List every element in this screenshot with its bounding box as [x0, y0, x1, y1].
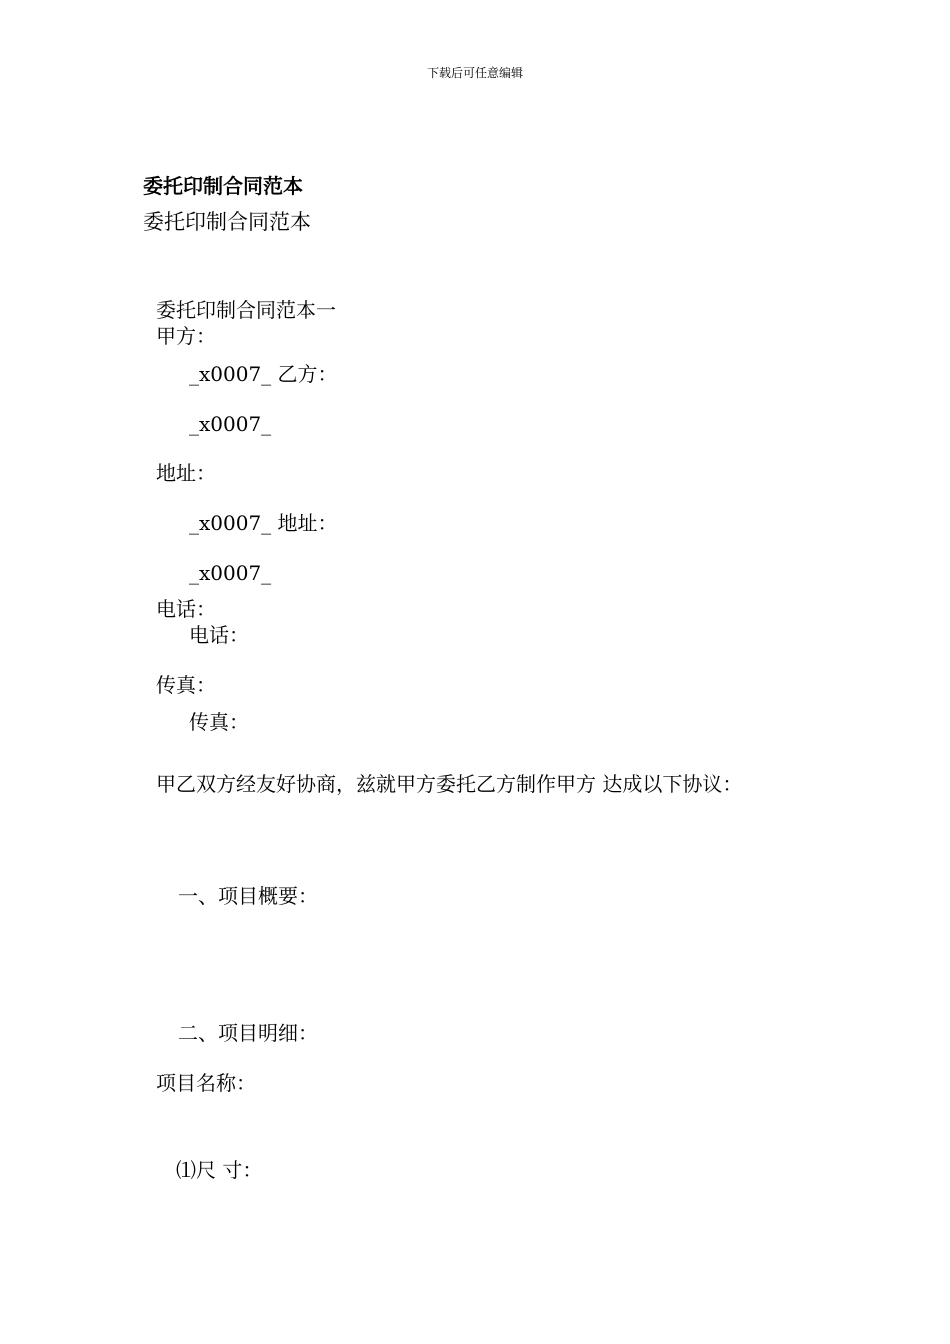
- size-label: ⑴尺 寸：: [176, 1158, 263, 1182]
- party-b-value: _x0007_: [189, 412, 272, 436]
- address-b-value: _x0007_: [189, 561, 272, 585]
- address-a-value-address-b-label: _x0007_ 地址：: [189, 511, 338, 535]
- header-note: 下载后可任意编辑: [426, 66, 523, 80]
- document-title: 委托印制合同范本: [143, 174, 303, 198]
- party-a-label: 甲方：: [156, 324, 216, 348]
- party-a-value-party-b-label: _x0007_ 乙方：: [189, 362, 338, 386]
- phone-b-label: 电话：: [189, 623, 249, 647]
- phone-a-label: 电话：: [156, 597, 216, 621]
- document-subtitle: 委托印制合同范本: [143, 210, 311, 234]
- fax-b-label: 传真：: [189, 710, 249, 734]
- fax-a-label: 传真：: [156, 673, 216, 697]
- address-a-label: 地址：: [156, 461, 216, 485]
- clause-1-heading: 一、项目概要：: [178, 884, 318, 908]
- clause-2-heading: 二、项目明细：: [178, 1021, 318, 1045]
- item-name-label: 项目名称：: [156, 1071, 256, 1095]
- intro-paragraph: 甲乙双方经友好协商，兹就甲方委托乙方制作甲方 达成以下协议：: [156, 772, 743, 796]
- section-heading: 委托印制合同范本一: [156, 298, 336, 322]
